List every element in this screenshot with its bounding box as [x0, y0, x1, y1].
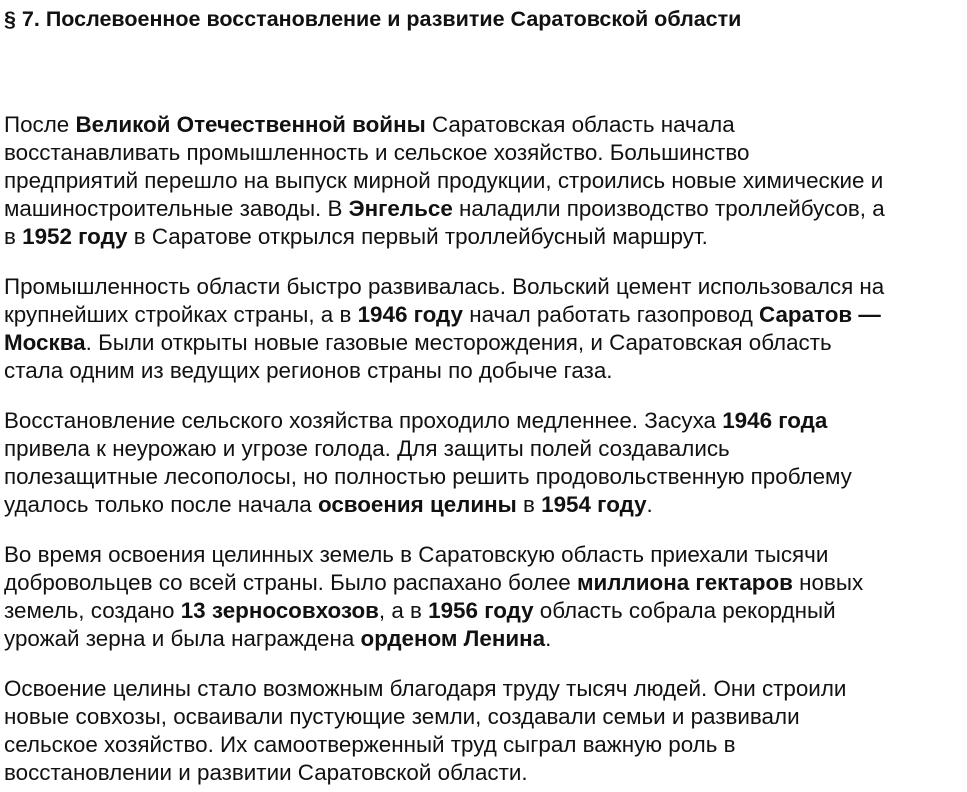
text-run: крупнейших стройках страны, а в	[4, 302, 358, 327]
bold-term: Великой Отечественной войны	[75, 112, 426, 137]
text-run: урожай зерна и была награждена	[4, 626, 361, 651]
text-run: в Саратове открылся первый троллейбусный маршрут.	[127, 224, 708, 249]
text-run: .	[646, 492, 653, 517]
text-run: начал работать газопровод	[462, 302, 759, 327]
text-run: новых	[792, 570, 864, 595]
text-line	[4, 675, 967, 703]
bold-term: 1946 году	[357, 302, 463, 327]
text-line	[4, 625, 967, 653]
text-line	[4, 759, 967, 787]
bold-term: 1954 году	[541, 492, 647, 517]
text-run: После	[4, 112, 76, 137]
bold-term: миллиона гектаров	[576, 570, 793, 595]
text-run: Саратовская область начала	[425, 112, 735, 137]
bold-term: Энгельсе	[348, 196, 453, 221]
bold-term: 13 зерносовхозов	[180, 598, 379, 623]
text-run: земель, создано	[4, 598, 181, 623]
text-run: удалось только после начала	[4, 492, 318, 517]
text-line	[4, 223, 967, 251]
text-run: область собрала рекордный	[533, 598, 836, 623]
text-line	[4, 407, 967, 435]
text-run: Восстановление сельского хозяйства проходило медленнее. Засуха	[4, 408, 723, 433]
paragraph	[4, 675, 967, 787]
text-run: Освоение целины стало возможным благодаря труду тысяч людей. Они строили	[4, 676, 847, 701]
text-line	[4, 357, 967, 385]
text-run: , а в	[378, 598, 429, 623]
document-body	[4, 111, 967, 787]
section-title: § 7. Послевоенное восстановление и развитие Саратовской области	[4, 7, 742, 31]
text-run: машиностроительные заводы. В	[4, 196, 349, 221]
paragraph	[4, 273, 967, 385]
text-run: восстанавливать промышленность и сельское хозяйство. Большинство	[4, 140, 750, 165]
text-line	[4, 703, 967, 731]
text-run: предприятий перешло на выпуск мирной продукции, строились новые химические и	[4, 168, 884, 193]
paragraph	[4, 111, 967, 251]
text-run: новые совхозы, осваивали пустующие земли, создавали семьи и развивали	[4, 704, 800, 729]
text-run: восстановлении и развитии Саратовской области.	[4, 760, 528, 785]
paragraph	[4, 541, 967, 653]
text-line	[4, 329, 967, 357]
text-line	[4, 195, 967, 223]
text-run: Промышленность области быстро развивалась. Вольский цемент использовался на	[4, 274, 885, 299]
text-line	[4, 731, 967, 759]
bold-term: освоения целины	[317, 492, 517, 517]
text-run: Во время освоения целинных земель в Саратовскую область приехали тысячи	[4, 542, 829, 567]
text-run: . Были открыты новые газовые месторождения, и Саратовская область	[85, 330, 832, 355]
text-line	[4, 491, 967, 519]
text-run: сельское хозяйство. Их самоотверженный труд сыграл важную роль в	[4, 732, 736, 757]
text-run: добровольцев со всей страны. Было распахано более	[4, 570, 577, 595]
text-run: полезащитные лесополосы, но полностью решить продовольственную проблему	[4, 464, 852, 489]
bold-term: Москва	[4, 330, 86, 355]
text-line	[4, 111, 967, 139]
text-run: в	[4, 224, 23, 249]
text-line	[4, 139, 967, 167]
text-line	[4, 273, 967, 301]
text-line	[4, 597, 967, 625]
text-line	[4, 167, 967, 195]
text-line	[4, 569, 967, 597]
text-run: стала одним из ведущих регионов страны по добыче газа.	[4, 358, 613, 383]
text-run: привела к неурожаю и угрозе голода. Для защиты полей создавались	[4, 436, 730, 461]
text-run: в	[516, 492, 542, 517]
paragraph	[4, 407, 967, 519]
text-line	[4, 541, 967, 569]
text-line	[4, 435, 967, 463]
text-line	[4, 463, 967, 491]
text-run: .	[545, 626, 552, 651]
bold-term: Саратов —	[759, 302, 881, 327]
text-line	[4, 301, 967, 329]
bold-term: орденом Ленина	[360, 626, 546, 651]
bold-term: 1952 году	[22, 224, 128, 249]
bold-term: 1946 года	[722, 408, 828, 433]
bold-term: 1956 году	[428, 598, 534, 623]
text-run: наладили производство троллейбусов, а	[452, 196, 885, 221]
